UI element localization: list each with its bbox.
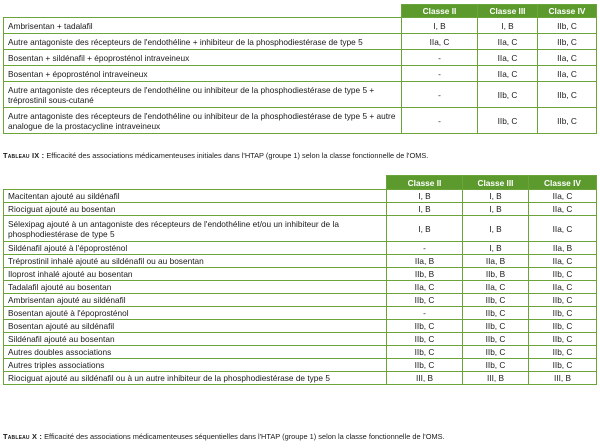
recommendation-cell: I, B	[387, 203, 463, 216]
recommendation-cell: -	[387, 242, 463, 255]
recommendation-cell: IIb, C	[463, 346, 529, 359]
caption-title: Tableau X :	[3, 432, 43, 441]
recommendation-cell: IIa, C	[478, 66, 538, 82]
header-classe-ii: Classe II	[387, 176, 463, 190]
recommendation-cell: IIa, C	[529, 281, 597, 294]
table-row	[4, 346, 597, 359]
header-blank-cell	[4, 176, 387, 190]
combination-label: Riociguat ajouté au sildénafil ou à un autre inhibiteur de la phosphodiestérase de type 5	[4, 372, 387, 385]
table-row	[4, 372, 597, 385]
table-row	[4, 50, 597, 66]
recommendation-cell: IIb, C	[387, 359, 463, 372]
table-row	[4, 216, 597, 242]
combination-label: Ambrisentan + tadalafil	[4, 18, 402, 34]
table-row	[4, 203, 597, 216]
recommendation-cell: IIa, C	[529, 203, 597, 216]
recommendation-cell: -	[402, 82, 478, 108]
recommendation-cell: IIb, C	[529, 307, 597, 320]
recommendation-cell: IIb, C	[529, 346, 597, 359]
combination-label: Sélexipag ajouté à un antagoniste des récepteurs de l'endothéline et/ou un inhibiteur de la phosphodiestérase de type 5	[4, 216, 387, 242]
recommendation-cell: I, B	[387, 216, 463, 242]
combination-label: Bosentan + époprosténol intraveineux	[4, 66, 402, 82]
table-row	[4, 320, 597, 333]
combination-label: Autre antagoniste des récepteurs de l'endothéline ou inhibiteur de la phosphodiestérase de type 5 + tréprostinil sous-cutané	[4, 82, 402, 108]
recommendation-cell: I, B	[402, 18, 478, 34]
combination-label: Bosentan + sildénafil + époprosténol intraveineux	[4, 50, 402, 66]
table-row	[4, 281, 597, 294]
table-row	[4, 242, 597, 255]
table-row	[4, 359, 597, 372]
recommendation-cell: I, B	[463, 203, 529, 216]
combination-label: Autre antagoniste des récepteurs de l'endothéline ou inhibiteur de la phosphodiestérase de type 5 + autre analogue de la prostacycline intraveineux	[4, 108, 402, 134]
recommendation-cell: IIb, C	[529, 333, 597, 346]
recommendation-cell: IIb, C	[387, 294, 463, 307]
recommendation-cell: -	[402, 108, 478, 134]
recommendation-cell: IIb, C	[538, 34, 597, 50]
recommendation-cell: I, B	[387, 190, 463, 203]
table-row	[4, 255, 597, 268]
header-classe-iv: Classe IV	[538, 5, 597, 18]
combination-label: Bosentan ajouté à l'époprosténol	[4, 307, 387, 320]
table-row	[4, 82, 597, 108]
recommendation-cell: I, B	[463, 190, 529, 203]
caption-title: Tableau IX :	[3, 151, 45, 160]
recommendation-cell: IIa, C	[387, 281, 463, 294]
table-row	[4, 307, 597, 320]
recommendation-cell: IIb, C	[529, 294, 597, 307]
recommendation-cell: IIb, B	[463, 268, 529, 281]
recommendation-cell: -	[402, 66, 478, 82]
recommendation-cell: IIa, C	[478, 50, 538, 66]
recommendation-cell: III, B	[387, 372, 463, 385]
recommendation-cell: IIb, C	[538, 82, 597, 108]
recommendation-cell: IIb, C	[387, 320, 463, 333]
recommendation-cell: IIa, C	[538, 66, 597, 82]
recommendation-cell: IIb, C	[478, 82, 538, 108]
recommendation-cell: IIb, C	[387, 346, 463, 359]
recommendation-cell: I, B	[463, 242, 529, 255]
recommendation-cell: IIa, C	[478, 34, 538, 50]
sequential-combination-table	[3, 175, 597, 385]
recommendation-cell: IIa, B	[463, 255, 529, 268]
table-row	[4, 190, 597, 203]
recommendation-cell: IIa, C	[463, 281, 529, 294]
initial-combination-table	[3, 4, 597, 134]
recommendation-cell: IIb, C	[538, 18, 597, 34]
combination-label: Ambrisentan ajouté au sildénafil	[4, 294, 387, 307]
table-row	[4, 66, 597, 82]
combination-label: Autre antagoniste des récepteurs de l'endothéline + inhibiteur de la phosphodiestérase de type 5	[4, 34, 402, 50]
table-row	[4, 108, 597, 134]
recommendation-cell: IIb, C	[538, 108, 597, 134]
recommendation-cell: IIb, C	[478, 108, 538, 134]
combination-label: Tréprostinil inhalé ajouté au sildénafil ou au bosentan	[4, 255, 387, 268]
caption-text: Efficacité des associations médicamenteuses séquentielles dans l'HTAP (groupe 1) selon la classe fonctionnelle de l'OMS.	[42, 432, 445, 441]
recommendation-cell: IIb, C	[387, 333, 463, 346]
recommendation-cell: IIa, B	[387, 255, 463, 268]
table-row	[4, 333, 597, 346]
header-classe-iii: Classe III	[463, 176, 529, 190]
recommendation-cell: IIb, C	[463, 359, 529, 372]
combination-label: Sildénafil ajouté à l'époprosténol	[4, 242, 387, 255]
recommendation-cell: IIb, C	[529, 320, 597, 333]
recommendation-cell: IIa, C	[529, 190, 597, 203]
table-x-caption	[3, 432, 445, 441]
recommendation-cell: IIa, B	[529, 242, 597, 255]
recommendation-cell: III, B	[463, 372, 529, 385]
recommendation-cell: IIb, C	[463, 307, 529, 320]
recommendation-cell: IIb, C	[529, 359, 597, 372]
combination-label: Sildénafil ajouté au bosentan	[4, 333, 387, 346]
combination-label: Iloprost inhalé ajouté au bosentan	[4, 268, 387, 281]
recommendation-cell: -	[402, 50, 478, 66]
combination-label: Tadalafil ajouté au bosentan	[4, 281, 387, 294]
table-ix-caption	[3, 151, 428, 160]
caption-text: Efficacité des associations médicamenteuses initiales dans l'HTAP (groupe 1) selon la classe fonctionnelle de l'OMS.	[44, 151, 429, 160]
recommendation-cell: IIb, C	[463, 320, 529, 333]
combination-label: Bosentan ajouté au sildénafil	[4, 320, 387, 333]
recommendation-cell: IIb, C	[529, 268, 597, 281]
recommendation-cell: IIa, C	[538, 50, 597, 66]
recommendation-cell: IIa, C	[529, 255, 597, 268]
table-row	[4, 294, 597, 307]
combination-label: Macitentan ajouté au sildénafil	[4, 190, 387, 203]
table-row	[4, 18, 597, 34]
recommendation-cell: -	[387, 307, 463, 320]
recommendation-cell: IIb, C	[463, 294, 529, 307]
combination-label: Autres doubles associations	[4, 346, 387, 359]
recommendation-cell: I, B	[478, 18, 538, 34]
header-classe-ii: Classe II	[402, 5, 478, 18]
table-row	[4, 34, 597, 50]
combination-label: Riociguat ajouté au bosentan	[4, 203, 387, 216]
recommendation-cell: IIa, C	[529, 216, 597, 242]
table-row	[4, 268, 597, 281]
recommendation-cell: IIa, C	[402, 34, 478, 50]
header-classe-iii: Classe III	[478, 5, 538, 18]
combination-label: Autres triples associations	[4, 359, 387, 372]
header-classe-iv: Classe IV	[529, 176, 597, 190]
recommendation-cell: III, B	[529, 372, 597, 385]
recommendation-cell: I, B	[463, 216, 529, 242]
header-blank-cell	[4, 5, 402, 18]
recommendation-cell: IIb, C	[463, 333, 529, 346]
recommendation-cell: IIb, B	[387, 268, 463, 281]
